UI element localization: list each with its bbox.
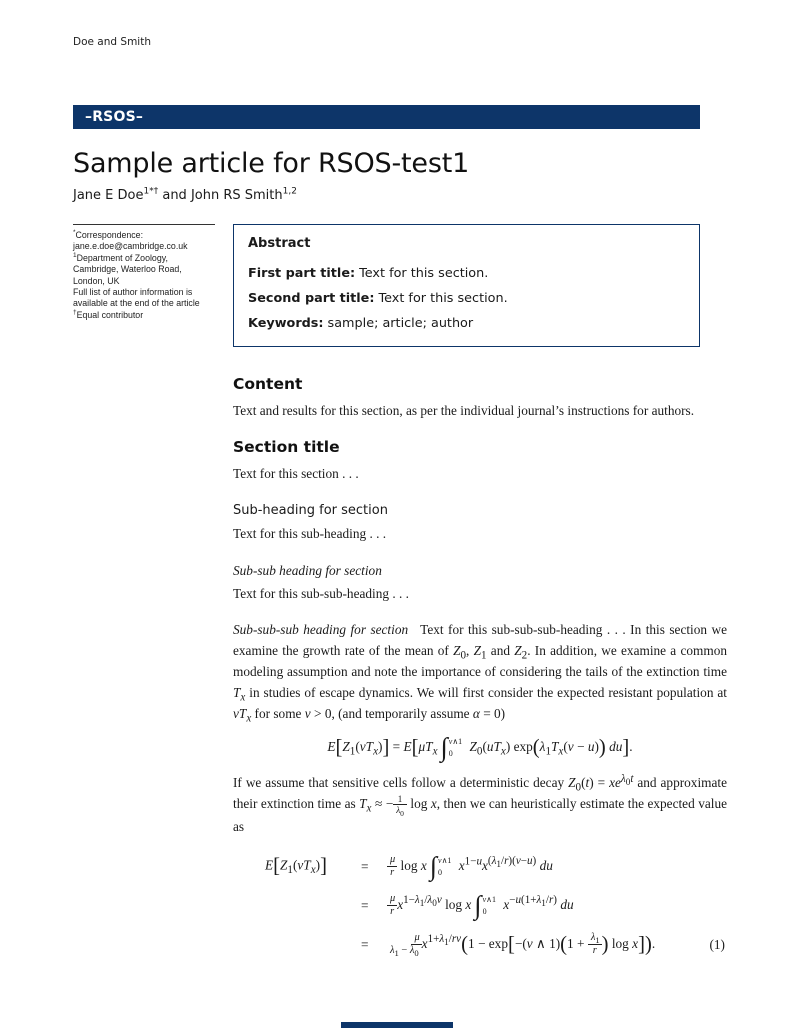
subsection-heading: Sub-heading for section <box>233 503 388 518</box>
running-head: Doe and Smith <box>73 36 151 48</box>
equals-sign: = <box>361 936 369 952</box>
equation-row <box>233 847 727 886</box>
meta-row <box>73 224 700 347</box>
body-paragraph: Text for this sub-heading . . . <box>233 526 387 541</box>
section-heading: Section title <box>233 438 340 456</box>
content-heading: Content <box>233 375 303 393</box>
abstract-label: Second part title: <box>248 291 375 306</box>
affiliation-line: London, UK <box>73 275 120 286</box>
equation-row <box>233 886 727 925</box>
correspondence-line: *Correspondence: <box>73 229 144 240</box>
body-paragraph: Text and results for this section, as per the individual journal’s instructions for authors. <box>233 403 695 418</box>
equation-row <box>233 925 727 964</box>
abstract-text: Text for this section. <box>359 266 489 281</box>
equation-lhs: $E[Z_1(vT_x)]$ <box>265 855 327 878</box>
affiliation-line: Cambridge, Waterloo Road, <box>73 264 182 275</box>
abstract-text: sample; article; author <box>327 316 474 331</box>
abstract-text: Text for this section. <box>378 291 508 306</box>
rsos-banner <box>73 105 700 129</box>
runin-heading: Sub-sub-sub heading for section <box>233 622 409 637</box>
equation-rhs: $\frac{\mu}{r}$ $x^{1-\lambda_1/\lambda_0v}$ log x ∫ v∧1 0 $x^{-u(1+\lambda_1/r)}$ du <box>387 893 574 919</box>
equals-sign: = <box>361 858 369 874</box>
equals-sign: = <box>361 897 369 913</box>
banner-label: –RSOS– <box>85 109 144 125</box>
abstract-row <box>248 311 685 336</box>
equation-rhs: $\frac{\mu}{\lambda_1 - \lambda_0}$ $x^{1+\lambda_1/rv}(1 - \exp[-(v$ ∧ 1)(1 + $\frac{\lambda_1}{r}$ ) log x]). <box>390 931 656 959</box>
body-paragraph: Text for this section . . . <box>233 466 359 481</box>
correspondence-block <box>73 224 215 347</box>
abstract-box <box>233 224 700 347</box>
correspondence-email: jane.e.doe@cambridge.co.uk <box>73 241 188 252</box>
aligned-equations <box>233 847 727 964</box>
abstract-label: Keywords: <box>248 316 324 331</box>
abstract-heading: Abstract <box>248 236 311 251</box>
article-body <box>233 375 727 964</box>
author-info-note: available at the end of the article <box>73 298 200 309</box>
equal-contributor-note: †Equal contributor <box>73 308 144 320</box>
body-paragraph: Text for this sub-sub-heading . . . <box>233 586 409 601</box>
equation-number: (1) <box>709 936 725 952</box>
authors-line: Jane E Doe$^{1*\dagger}$ and John RS Smith$^{1,2}$ <box>73 186 297 203</box>
article-title: Sample article for RSOS-test1 <box>73 148 470 179</box>
body-paragraph <box>233 619 727 724</box>
abstract-row <box>248 261 685 286</box>
subsubsection-heading: Sub-sub heading for section <box>233 563 382 578</box>
affiliation-line: $^1$Department of Zoology, <box>73 251 168 263</box>
abstract-label: First part title: <box>248 266 356 281</box>
author-info-note: Full list of author information is <box>73 287 193 298</box>
body-paragraph: If we assume that sensitive cells follow a deterministic decay $Z_0(t) = xe^{\lambda_0t}$ and approximate their extinction time as $T_x$ ≈ − $\frac{1}{\lambda_0}$ log x, then we can heuristically estimate the expected value as <box>233 772 727 835</box>
display-equation: $E[Z_1(vT_x)] = E[\mu T_x$ ∫ v∧1 0 $Z_0(uT_x) \exp(\lambda_1T_x(v - u))$ du]. <box>327 732 633 762</box>
equation-rhs: $\frac{\mu}{r}$ log x ∫ v∧1 0 $x^{1-u}x^{(\lambda_1/r)(v-u)}$ du <box>387 854 553 880</box>
abstract-row <box>248 286 685 311</box>
footer-bar <box>341 1022 453 1028</box>
runin-text: Text for this sub-sub-sub-heading . . . In this section we examine the growth rate of the mean of $Z_0$, $Z_1$ and $Z_2$. In addition, we examine a common modeling assumption and note the importance of considering the tails of the extinction time $T_x$ in studies of escape dynamics. We will first consider the expected resistant population at $vT_x$ for some v > 0, (and temporarily assume α = 0) <box>233 622 727 725</box>
